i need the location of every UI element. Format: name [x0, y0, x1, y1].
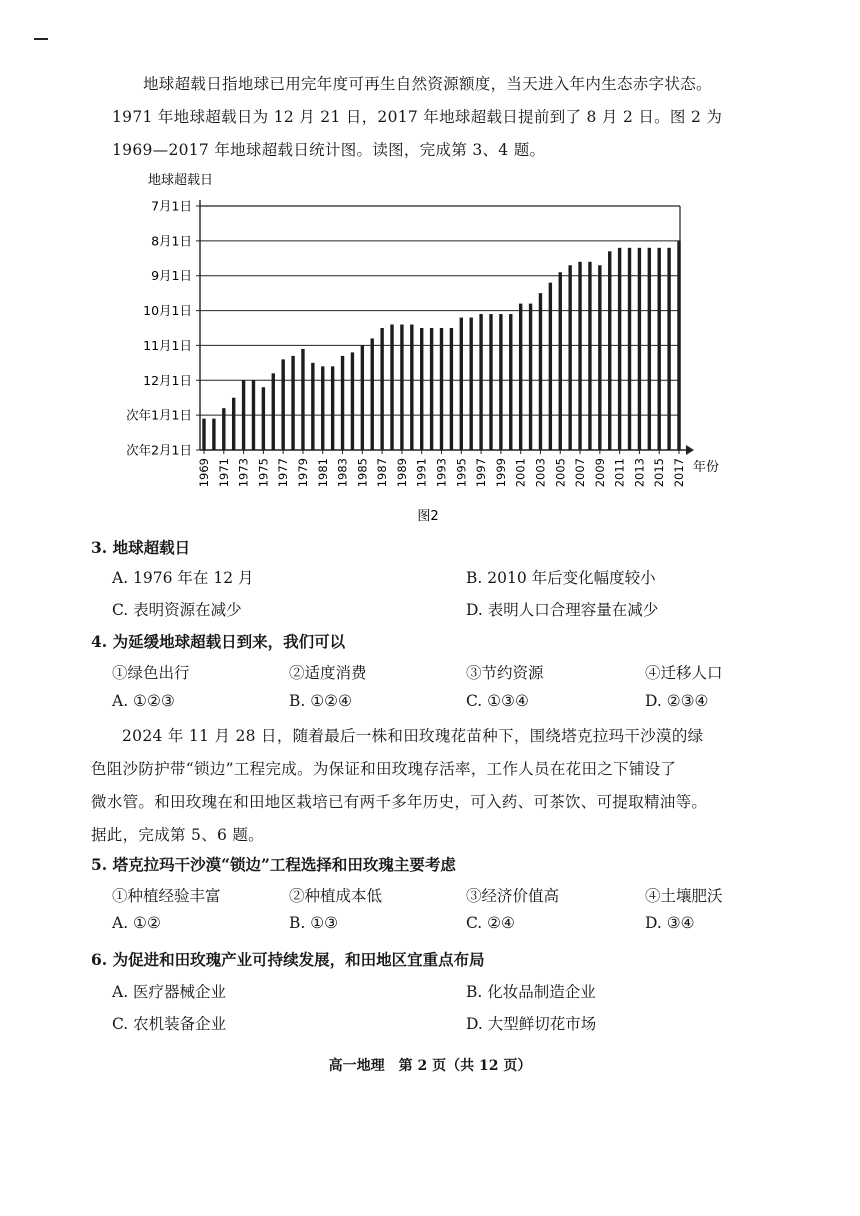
x-tick-label: 2001 — [513, 458, 528, 488]
y-tick-label: 次年1月1日 — [126, 407, 192, 423]
bar-1984 — [351, 352, 354, 450]
x-tick-label: 1969 — [197, 458, 211, 488]
q3-option-a[interactable]: A. 1976 年在 12 月 — [112, 569, 254, 587]
x-tick-label: 1983 — [335, 458, 350, 488]
bar-1998 — [489, 314, 492, 450]
q5-item-1: ①种植经验丰富 — [112, 887, 221, 905]
passage-2-line-2: 色阻沙防护带“锁边”工程完成。为保证和田玫瑰存活率，工作人员在花田之下铺设了 — [91, 760, 677, 778]
x-tick-label: 1991 — [414, 458, 429, 488]
x-tick-label: 2007 — [573, 458, 588, 488]
bar-1996 — [469, 318, 472, 450]
bar-2014 — [648, 248, 651, 450]
q4-option-c[interactable]: C. ①③④ — [466, 692, 529, 710]
bar-1990 — [410, 325, 413, 450]
q5-option-a[interactable]: A. ①② — [112, 914, 161, 932]
q3-option-d[interactable]: D. 表明人口合理容量在减少 — [466, 601, 659, 619]
bar-2016 — [667, 248, 670, 450]
corner-mark — [34, 38, 48, 40]
bar-1972 — [232, 398, 235, 450]
x-tick-label: 1971 — [216, 458, 231, 488]
q4-option-a[interactable]: A. ①②③ — [112, 692, 175, 710]
x-tick-label: 1997 — [474, 458, 489, 488]
q6-option-d[interactable]: D. 大型鲜切花市场 — [466, 1015, 597, 1033]
bar-2004 — [549, 283, 552, 450]
x-tick-label: 1985 — [355, 458, 370, 488]
intro-line-2: 1971 年地球超载日为 12 月 21 日，2017 年地球超载日提前到了 8 月 2 日。图 2 为 — [112, 108, 723, 126]
q5-stem: 5. 塔克拉玛干沙漠“锁边”工程选择和田玫瑰主要考虑 — [91, 855, 456, 874]
bar-2006 — [568, 265, 571, 450]
y-tick-label: 8月1日 — [151, 233, 192, 249]
q5-item-3: ③经济价值高 — [466, 887, 560, 905]
q5-option-d[interactable]: D. ③④ — [645, 914, 695, 932]
bar-2012 — [628, 248, 631, 450]
chart-caption: 图2 — [417, 509, 439, 524]
bar-1980 — [311, 363, 314, 450]
bar-2010 — [608, 251, 611, 450]
bar-2001 — [519, 304, 522, 450]
bar-2003 — [539, 293, 542, 450]
bar-1982 — [331, 366, 334, 450]
q4-item-2: ②适度消费 — [289, 664, 367, 682]
y-tick-label: 12月1日 — [143, 372, 192, 388]
bar-1999 — [499, 314, 502, 450]
bar-2011 — [618, 248, 621, 450]
bar-1976 — [272, 373, 275, 450]
bar-1992 — [430, 328, 433, 450]
bar-1978 — [291, 356, 294, 450]
q4-item-4: ④迁移人口 — [645, 664, 723, 682]
passage-2-line-3: 微水管。和田玫瑰在和田地区栽培已有两千多年历史，可入药、可茶饮、可提取精油等。 — [91, 793, 708, 811]
x-tick-label: 1973 — [236, 458, 251, 488]
x-tick-label: 1981 — [315, 458, 330, 488]
q5-option-b[interactable]: B. ①③ — [289, 914, 339, 932]
bar-1969 — [202, 419, 205, 450]
y-tick-label: 10月1日 — [143, 303, 192, 319]
intro-line-3: 1969—2017 年地球超载日统计图。读图，完成第 3、4 题。 — [112, 141, 546, 159]
q6-option-c[interactable]: C. 农机装备企业 — [112, 1015, 227, 1033]
x-tick-label: 1989 — [394, 458, 409, 488]
q5-item-4: ④土壤肥沃 — [645, 887, 723, 905]
bar-1981 — [321, 366, 324, 450]
q4-stem: 4. 为延缓地球超载日到来，我们可以 — [91, 632, 346, 651]
x-tick-label: 1977 — [276, 458, 291, 488]
chart-bars — [202, 241, 680, 450]
x-tick-label: 1999 — [493, 458, 508, 488]
x-tick-label: 1979 — [295, 458, 310, 488]
chart-x-ticks — [197, 450, 686, 487]
bar-1986 — [371, 338, 374, 450]
bar-2013 — [638, 248, 641, 450]
intro-paragraph — [112, 68, 772, 167]
bar-2009 — [598, 265, 601, 450]
x-tick-label: 2009 — [592, 458, 607, 488]
q6-stem: 6. 为促进和田玫瑰产业可持续发展，和田地区宜重点布局 — [91, 950, 485, 969]
bar-1989 — [400, 325, 403, 450]
bar-1983 — [341, 356, 344, 450]
bar-1995 — [460, 318, 463, 450]
chart-xlabel: 年份 — [693, 460, 720, 475]
x-tick-label: 1995 — [454, 458, 469, 488]
x-tick-label: 2017 — [672, 458, 686, 488]
bar-1970 — [212, 419, 215, 450]
q5-option-c[interactable]: C. ②④ — [466, 914, 515, 932]
q3-option-c[interactable]: C. 表明资源在减少 — [112, 601, 242, 619]
x-tick-label: 2013 — [632, 458, 647, 488]
bar-2017 — [677, 241, 680, 450]
q4-item-1: ①绿色出行 — [112, 664, 190, 682]
x-tick-label: 2015 — [652, 458, 667, 488]
bar-1997 — [479, 314, 482, 450]
chart-grid — [196, 200, 694, 455]
bar-1991 — [420, 328, 423, 450]
bar-2000 — [509, 314, 512, 450]
bar-2008 — [588, 262, 591, 450]
q6-option-b[interactable]: B. 化妆品制造企业 — [466, 983, 596, 1001]
passage-2-line-4: 据此，完成第 5、6 题。 — [91, 826, 264, 844]
bar-2015 — [658, 248, 661, 450]
x-tick-label: 1987 — [375, 458, 390, 488]
q3-stem: 3. 地球超载日 — [91, 538, 191, 557]
bar-1975 — [262, 387, 265, 450]
passage-2 — [91, 720, 781, 852]
bar-1993 — [440, 328, 443, 450]
bar-1985 — [361, 345, 364, 450]
y-tick-label: 次年2月1日 — [126, 442, 192, 458]
x-tick-label: 2005 — [553, 458, 568, 488]
x-axis-arrow — [686, 445, 694, 455]
q5-item-2: ②种植成本低 — [289, 887, 383, 905]
x-tick-label: 1993 — [434, 458, 449, 488]
x-tick-label: 1975 — [256, 458, 271, 488]
passage-2-line-1: 2024 年 11 月 28 日，随着最后一株和田玫瑰花苗种下，围绕塔克拉玛干沙漠的绿 — [122, 727, 704, 745]
page-footer: 高一地理 第 2 页（共 12 页） — [328, 1058, 532, 1074]
bar-1988 — [390, 325, 393, 450]
bar-1979 — [301, 349, 304, 450]
q4-item-3: ③节约资源 — [466, 664, 544, 682]
bar-1974 — [252, 380, 255, 450]
chart-ylabel: 地球超载日 — [148, 173, 214, 188]
bar-1973 — [242, 380, 245, 450]
q6-option-a[interactable]: A. 医疗器械企业 — [112, 983, 227, 1001]
x-tick-label: 2003 — [533, 458, 548, 488]
y-tick-label: 11月1日 — [143, 337, 192, 353]
bar-2005 — [559, 272, 562, 450]
y-tick-label: 7月1日 — [151, 198, 192, 214]
bar-2002 — [529, 304, 532, 450]
x-tick-label: 2011 — [612, 458, 627, 488]
bar-1977 — [281, 359, 284, 450]
chart-y-ticks — [126, 199, 192, 458]
bar-1971 — [222, 408, 225, 450]
q3-option-b[interactable]: B. 2010 年后变化幅度较小 — [466, 569, 656, 587]
q4-option-b[interactable]: B. ①②④ — [289, 692, 352, 710]
intro-line-1: 地球超载日指地球已用完年度可再生自然资源额度，当天进入年内生态赤字状态。 — [143, 75, 712, 93]
bar-2007 — [578, 262, 581, 450]
bar-1994 — [450, 328, 453, 450]
y-tick-label: 9月1日 — [151, 268, 192, 284]
bar-1987 — [380, 328, 383, 450]
q4-option-d[interactable]: D. ②③④ — [645, 692, 709, 710]
